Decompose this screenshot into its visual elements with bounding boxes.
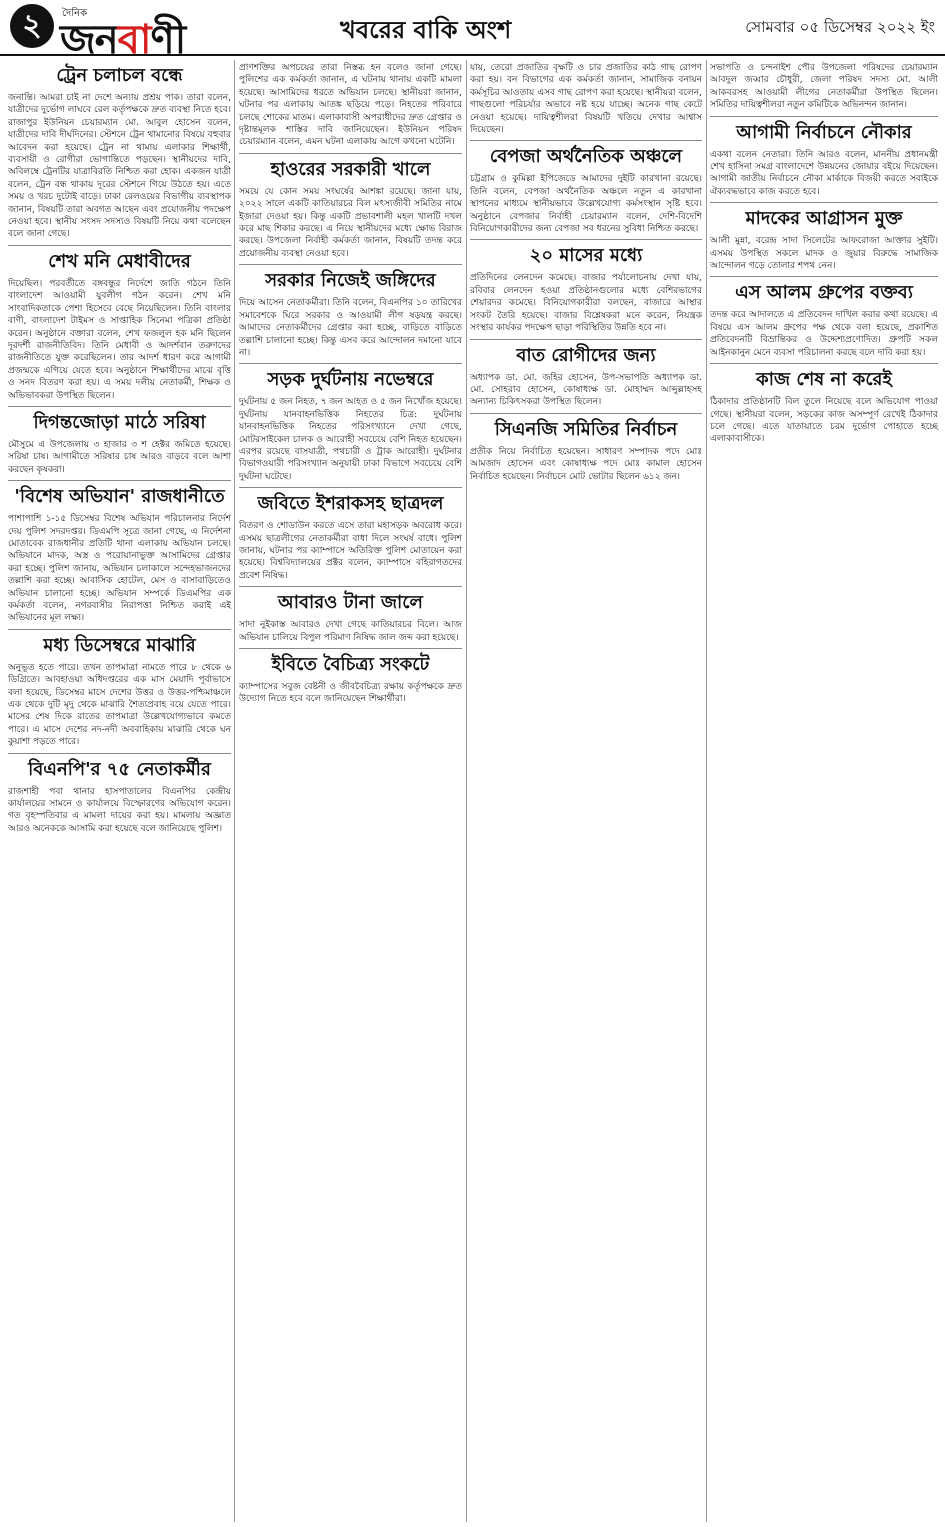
story-body: দিয়ে আসেন নেতাকর্মীরা। তিনি বলেন, বিএনপির ১০ তারিখের সমাবেশকে ঘিরে সরকার ও আওয়ামী লীগ ষড়যন্ত্র করছে। আমাদের নেতাকর্মীদের গ্রেপ্তার করা হচ্ছে, বাড়িতে বাড়িতে তল্লাশি চালানো হচ্ছে। কিন্তু এসব করে আন্দোলন দমানো যাবে না।: [239, 298, 465, 358]
news-story: [710, 277, 941, 364]
story-body: সাদা নুইকাস্ত আবারও দেখা গেছে কাতিয়ারচর বিলে। আজ অভিযান চালিয়ে বিপুল পরিমাণ নিষিদ্ধ জাল জব্দ করা হয়েছে।: [239, 620, 465, 643]
story-body: ঠিকাদার প্রতিষ্ঠানটি বিল তুলে নিয়েছে বলে অভিযোগ পাওয়া গেছে। স্থানীয়রা বলেন, সড়কের কাজ অসম্পূর্ণ রেখেই ঠিকাদার চলে গেছে। এতে যাতায়াতে চরম দুর্ভোগ পোহাতে হচ্ছে এলাকাবাসীকে।: [710, 397, 941, 445]
story-body: অনুভূত হতে পারে। তখন তাপমাত্রা নামতে পারে ৮ থেকে ৬ ডিগ্রিতে। আবহাওয়া অধিদপ্তরের এক মাস মেয়াদি পূর্বাভাসে বলা হয়েছে, ডিসেম্বর মাসে দেশের উত্তর ও উত্তর-পশ্চিমাঞ্চলে এক থেকে দুটি মৃদু থেকে মাঝারি শৈত্যপ্রবাহ বয়ে যেতে পারে। মাসের শেষ দিকে রাতের তাপমাত্রা উল্লেখযোগ্যভাবে কমতে পারে। এ মাসে দেশের নদ-নদী অববাহিকায় মাঝারি থেকে ঘন কুয়াশা পড়তে পারে।: [8, 662, 234, 748]
story-body: তদন্ত করে আদালতে এ প্রতিবেদন দাখিল করার কথা রয়েছে। এ বিষয়ে এস আলম গ্রুপের পক্ষ থেকে বলা হয়েছে, প্রকাশিত প্রতিবেদনটি বিভ্রান্তিকর ও উদ্দেশ্যপ্রণোদিত। গ্রুপটি সকল আইনকানুন মেনে ব্যবসা পরিচালনা করছে বলে দাবি করা হয়।: [710, 310, 941, 358]
story-body: একথা বলেন নেতারা। তিনি আরও বলেন, মাননীয় প্রধানমন্ত্রী শেখ হাসিনা সমগ্র বাংলাদেশে উন্নয়নের জোয়ার বইয়ে দিয়েছেন। আগামী জাতীয় নির্বাচনে নৌকা মার্কাকে বিজয়ী করতে সবাইকে ঐক্যবদ্ধভাবে কাজ করতে হবে।: [710, 149, 941, 197]
column-3: [470, 60, 705, 1522]
story-headline: সরকার নিজেই জঙ্গিদের: [265, 270, 436, 292]
story-headline: বেপজা অর্থনৈতিক অঞ্চলে: [489, 146, 683, 168]
news-story: [8, 754, 234, 840]
news-story: [239, 488, 465, 587]
story-headline: ২০ মাসের মধ্যে: [529, 245, 643, 267]
news-story: [8, 407, 234, 481]
story-headline: কাজ শেষ না করেই: [756, 369, 892, 391]
news-story: [470, 240, 705, 339]
news-story: [710, 364, 941, 450]
story-headline: সড়ক দুর্ঘটনায় নভেম্বরে: [267, 369, 434, 391]
story-headline: শেখ মনি মেধাবীদের: [48, 250, 191, 272]
story-headline: সিএনজি সমিতির নির্বাচন: [494, 418, 678, 440]
news-story: [239, 587, 465, 649]
story-body: আলী মুন্না, বরেন্দ্র সাদা সিলেটের আফরোজা আক্তার সুইটি। এসময় উপস্থিত সকলে মাদক ও জুয়ার বিরুদ্ধে সামাজিক আন্দোলন গড়ে তোলার শপথ নেন।: [710, 236, 941, 272]
page-number: ২: [10, 4, 54, 48]
story-headline: আবারও টানা জালে: [278, 592, 423, 614]
column-divider: [234, 60, 235, 1522]
news-story: [470, 340, 705, 414]
logo-part-mid: ব: [117, 17, 151, 63]
story-headline: মধ্য ডিসেম্বরে মাঝারি: [43, 634, 196, 656]
story-headline: ইবিতে বৈচিত্র্য সংকটে: [271, 654, 430, 675]
story-headline: দিগন্তজোড়া মাঠে সরিষা: [33, 411, 206, 433]
story-body: যায়, তেরো প্রজাতির বৃক্ষটি ও চার প্রজাতির কাঠ গাছ রোপণ করা হয়। বন বিভাগের এক কর্মকর্তা জানান, সামাজিক বনায়ন কর্মসূচির আওতায় এসব গাছ রোপণ করা হয়েছে। স্থানীয়রা বলেন, গাছগুলো পরিচর্যার অভাবে নষ্ট হয়ে যাচ্ছে। অনেক গাছ কেটে নেওয়া হয়েছে। দায়িত্বশীলরা বিষয়টি খতিয়ে দেখার আশ্বাস দিয়েছেন।: [470, 63, 705, 136]
story-body: প্রাণশক্তির অপচয়ের তারা নিস্তব্ধ হন বলেও জানা গেছে। পুলিশের এক কর্মকর্তা জানান, এ ঘটনায় থানায় একটি মামলা হয়েছে। আসামিদের ধরতে অভিযান চলছে। স্থানীয়রা জানান, ঘটনার পর এলাকায় আতঙ্ক ছড়িয়ে পড়ে। নিহতের পরিবারে চলছে শোকের মাতম। এলাকাবাসী অপরাধীদের দ্রুত গ্রেপ্তার ও দৃষ্টান্তমূলক শাস্তির দাবি জানিয়েছেন। ইউনিয়ন পরিষদ চেয়ারম্যান বলেন, এমন ঘটনা এলাকায় আগে কখনো ঘটেনি।: [239, 63, 465, 148]
masthead: [0, 0, 945, 63]
news-story: [710, 203, 941, 277]
story-body: অধ্যাপক ডা. মো. জহির হোসেন, উপ-সভাপতি অধ্যাপক ডা. মো. সোহরাব হোসেন, কোষাধ্যক্ষ ডা. মোহাম্মদ আব্দুল্লাহসহ অন্যান্য চিকিৎসকরা উপস্থিত ছিলেন।: [470, 372, 705, 408]
story-body: বিতরণ ও শোডাউন করতে এসে তারা মহাসড়ক অবরোধ করে। এসময় ছাত্রলীগের নেতাকর্মীরা বাধা দিলে সংঘর্ষ বাধে। পুলিশ জানায়, ঘটনার পর ক্যাম্পাসে অতিরিক্ত পুলিশ মোতায়েন করা হয়েছে। বিশ্ববিদ্যালয়ের প্রক্টর বলেন, ক্যাম্পাসে বহিরাগতদের প্রবেশ নিষিদ্ধ।: [239, 521, 465, 581]
story-body: প্রতীক নিয়ে নির্বাচিত হয়েছেন। সাধারণ সম্পাদক পদে মোঃ আমজাদ হোসেন এবং কোষাধ্যক্ষ পদে মোঃ কামাল হোসেন নির্বাচিত হয়েছেন। নির্বাচনে মোট ভোটার ছিলেন ৬১২ জন।: [470, 446, 705, 482]
story-body: চট্টগ্রাম ও কুমিল্লা ইপিজেডে আমাদের দুইটি কারখানা রয়েছে। তিনি বলেন, বেপজা অর্থনৈতিক অঞ্চলে নতুন এ কারখানা স্থাপনের মাধ্যমে স্থানীয়ভাবে উল্লেখযোগ্য কর্মসংস্থান সৃষ্টি হবে। অনুষ্ঠানে বেপজার নির্বাহী চেয়ারম্যান বলেন, দেশি-বিদেশি বিনিয়োগকারীদের জন্য বেপজা সব ধরনের সুবিধা নিশ্চিত করছে।: [470, 174, 705, 235]
column-divider: [706, 60, 707, 1522]
news-story: [470, 141, 705, 240]
story-body: রাজশাহী পবা থানার হাসপাতালের বিএনপির কেন্দ্রীয় কার্যালয়ের সামনে ও কার্যালয়ে বিস্ফোরণের অভিযোগ করেন। গত বৃহস্পতিবার এ মামলা দায়ের করা হয়। মামলায় অজ্ঞাত আরও অনেককে আসামি করা হয়েছে বলে জানিয়েছে পুলিশ।: [8, 786, 234, 834]
news-story: [239, 60, 465, 154]
news-story: [710, 117, 941, 204]
story-headline: ট্রেন চলাচল বন্ধে: [56, 65, 183, 86]
story-body: সভাপতি ও চন্দনাইশ পৌর উপজেলা পরিষদের চেয়ারম্যান আবদুল জব্বার চৌধুরী, জেলা পরিষদ সদস্য মো. আলী আকবরসহ আওয়ামী লীগের নেতাকর্মীরা উপস্থিত ছিলেন। সমিতির দায়িত্বশীলরা নতুন কমিটিকে অভিনন্দন জানান।: [710, 63, 941, 111]
news-story: [239, 265, 465, 364]
column-4: [710, 60, 941, 1522]
story-headline: এস আলম গ্রুপের বক্তব্য: [735, 282, 913, 304]
story-headline: মাদকের আগ্রাসন মুক্ত: [745, 208, 903, 230]
column-1: [8, 60, 234, 1522]
news-story: [8, 60, 234, 246]
news-story: [470, 60, 705, 141]
story-body: দুর্ঘটনায় ৫ জন নিহত, ৭ জন আহত ও ৫ জন নিখোঁজ হয়েছে। দুর্ঘটনায় যানবাহনভিত্তিক নিহতের চিত্র: দুর্ঘটনায় যানবাহনভিত্তিক নিহতের পরিসংখ্যানে দেখা গেছে, মোটরসাইকেল চালক ও আরোহী সবচেয়ে বেশি নিহত হয়েছেন। এরপর রয়েছে বাসযাত্রী, পথচারী ও ট্রাক আরোহী। দুর্ঘটনার বিভাগওয়ারী পরিসংখ্যান অনুযায়ী ঢাকা বিভাগে সবচেয়ে বেশি দুর্ঘটনা ঘটেছে।: [239, 397, 465, 482]
news-story: [8, 630, 234, 754]
logo-part-left: জন: [60, 17, 118, 63]
news-story: [710, 60, 941, 117]
story-headline: জবিতে ইশরাকসহ ছাত্রদল: [257, 493, 444, 515]
story-body: সময়ে যে কোন সময় সংঘর্ষের আশঙ্কা রয়েছে। জানা যায়, ২০২২ সালে একটি কাতিয়ারচর বিল মৎস্যজীবী সমিতির নামে ইজারা দেওয়া হয়। কিন্তু একটি প্রভাবশালী মহল খালটি দখল করে মাছ শিকার করছে। এ নিয়ে স্থানীয়দের মধ্যে ক্ষোভ বিরাজ করছে। উপজেলা নির্বাহী কর্মকর্তা জানান, বিষয়টি তদন্ত করে প্রয়োজনীয় ব্যবস্থা নেওয়া হবে।: [239, 186, 465, 259]
story-headline: 'বিশেষ অভিযান' রাজধানীতে: [14, 486, 225, 508]
story-headline: বাত রোগীদের জন্য: [516, 344, 656, 366]
story-headline: হাওরের সরকারী খালে: [270, 158, 431, 180]
column-divider: [466, 60, 467, 1522]
column-2: [239, 60, 465, 1522]
news-story: [239, 364, 465, 488]
news-story: [239, 154, 465, 265]
publication-date: সোমবার ০৫ ডিসেম্বর ২০২২ ইং: [745, 18, 935, 36]
story-body: দিয়েছিল। পরবর্তীতে বঙ্গবন্ধুর নির্দেশে জাতি গঠনে তিনি বাংলাদেশ আওয়ামী যুবলীগ গঠন করেন। শেখ মনি সাংবাদিকতাকে পেশা হিসেবে বেছে নিয়েছিলেন। তিনি বাংলার বাণী, বাংলাদেশ টাইমস ও সাপ্তাহিক সিনেমা পত্রিকা প্রতিষ্ঠা করেন। অনুষ্ঠানে বক্তারা বলেন, শেখ ফজলুল হক মনি ছিলেন দূরদর্শী রাজনীতিবিদ। তিনি মেধাবী ও আদর্শবান তরুণদের রাজনীতিতে যুক্ত করেছিলেন। তার আদর্শ ধারণ করে আগামী প্রজন্মকে এগিয়ে যেতে হবে। অনুষ্ঠানে শিক্ষার্থীদের মাঝে বৃত্তি ও সনদ বিতরণ করা হয়। এ সময় দলীয় নেতাকর্মী, শিক্ষক ও অভিভাবকরা উপস্থিত ছিলেন।: [8, 278, 234, 401]
logo-part-right: াণী: [150, 17, 186, 63]
story-body: প্রতিদিনের লেনদেন কমেছে। বাজার পর্যালোচনায় দেখা যায়, রবিবার লেনদেন হওয়া প্রতিষ্ঠানগুলোর মধ্যে বেশিরভাগের শেয়ারদর কমেছে। বিনিয়োগকারীরা বলছেন, বাজারে আস্থার সংকট তৈরি হয়েছে। বাজার বিশ্লেষকরা মনে করেন, নিয়ন্ত্রক সংস্থার কার্যকর পদক্ষেপ ছাড়া পরিস্থিতির উন্নতি হবে না।: [470, 273, 705, 334]
story-headline: বিএনপি'র ৭৫ নেতাকর্মীর: [28, 758, 211, 780]
story-headline: আগামী নির্বাচনে নৌকার: [736, 121, 912, 143]
story-body: ক্যাম্পাসের সবুজ বেষ্টনী ও জীববৈচিত্র্য রক্ষায় কর্তৃপক্ষকে দ্রুত উদ্যোগ নিতে হবে বলে জানিয়েছেন শিক্ষার্থীরা।: [239, 682, 465, 705]
news-story: [239, 649, 465, 710]
daily-label: দৈনিক: [62, 8, 88, 19]
section-title: খবরের বাকি অংশ: [340, 16, 512, 44]
story-body: পাশাপাশি ১-১৫ ডিসেম্বর বিশেষ অভিযান পরিচালনার নির্দেশ দেয় পুলিশ সদরদপ্তর। ডিএমপি সূত্রে জানা গেছে, এ নির্দেশনা মোতাবেক রাজধানীর প্রতিটি থানা এলাকায় অভিযান চলছে। অভিযানে মাদক, অস্ত্র ও পরোয়ানাভুক্ত আসামিদের গ্রেপ্তার করা হচ্ছে। পুলিশ জানায়, অভিযান চলাকালে সন্দেহভাজনদের তল্লাশি করা হচ্ছে। আবাসিক হোটেল, মেস ও বাসাবাড়িতেও অভিযান চালানো হচ্ছে। অভিযান সম্পর্কে ডিএমপির এক কর্মকর্তা বলেন, নগরবাসীর নিরাপত্তা নিশ্চিত করাই এই অভিযানের মূল লক্ষ্য।: [8, 514, 234, 624]
news-story: [470, 414, 705, 487]
story-body: জনান্তি। আমরা চাই না দেশে অন্যায় প্রশ্রয় পাক। তারা বলেন, যাত্রীদের দুর্ভোগ লাঘবে রেল কর্তৃপক্ষকে দ্রুত ব্যবস্থা নিতে হবে। রাজাপুর ইউনিয়ন চেয়ারম্যান মো. আবুল হোসেন বলেন, যাত্রীদের দাবি দীর্ঘদিনের। স্টেশনে ট্রেন থামানোর বিষয়ে বহুবার আবেদন করা হয়েছে। ট্রেন না থামায় এলাকার শিক্ষার্থী, ব্যবসায়ী ও রোগীরা ভোগান্তিতে পড়ছেন। স্থানীয়দের দাবি, অবিলম্বে ট্রেনটির যাত্রাবিরতি নিশ্চিত করা হোক। একজন যাত্রী বলেন, ট্রেন বন্ধ থাকায় দূরের স্টেশনে গিয়ে উঠতে হয়। এতে সময় ও খরচ দুটোই বাড়ে। ঢাকা রেলওয়ের বিভাগীয় ব্যবস্থাপক জানান, বিষয়টি তারা অবগত আছেন এবং প্রয়োজনীয় পদক্ষেপ নেওয়া হবে। স্থানীয় সংসদ সদস্যও বিষয়টি নিয়ে কথা বলেছেন বলে জানা গেছে।: [8, 93, 234, 240]
news-story: [8, 481, 234, 630]
story-body: মৌসুমে এ উপজেলায় ৩ হাজার ৩ শ হেক্টর জমিতে হয়েছে। সরিষা চাষ। আগামীতে সরিষার চাষ আরও বাড়বে বলে আশা করছেন কৃষকরা।: [8, 439, 234, 475]
news-story: [8, 246, 234, 407]
